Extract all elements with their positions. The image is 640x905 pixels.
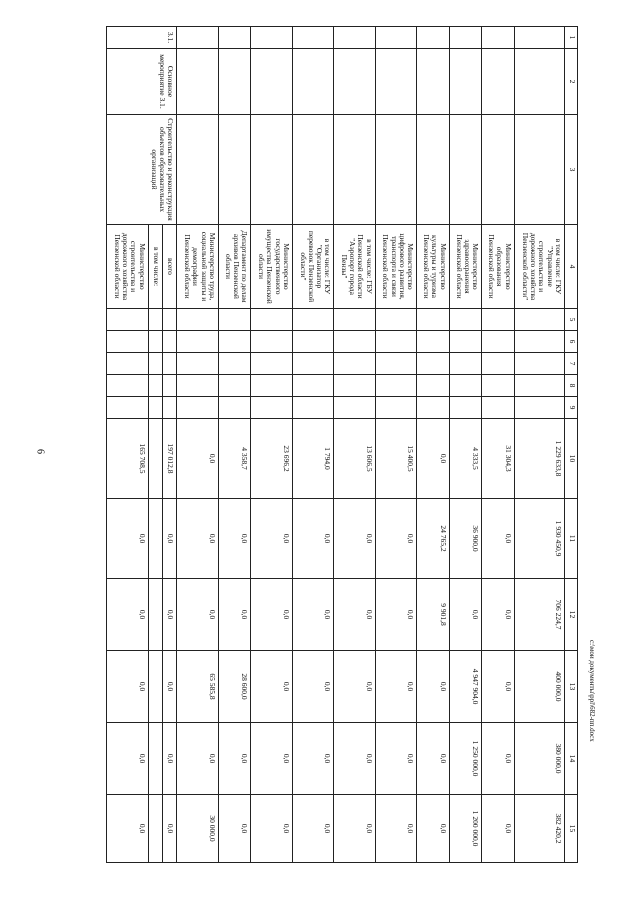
cell-empty	[107, 397, 149, 419]
col-header: 4	[565, 225, 578, 309]
cell-c14: 0,0	[218, 723, 250, 795]
cell-c1	[449, 27, 481, 49]
cell-c4: в том числе: ГКУ "Управление строительства и дорожного хозяйства Пензенской области"	[514, 225, 564, 309]
cell-c11: 0,0	[375, 499, 416, 579]
cell-empty	[251, 397, 292, 419]
cell-c4: Министерство образования Пензенской области	[482, 225, 514, 309]
cell-empty	[449, 309, 481, 331]
cell-empty	[449, 331, 481, 353]
cell-empty	[292, 375, 333, 397]
cell-empty	[334, 353, 375, 375]
col-header: 12	[565, 579, 578, 651]
cell-empty	[218, 397, 250, 419]
col-header: 7	[565, 353, 578, 375]
cell-c14: 0,0	[251, 723, 292, 795]
cell-c4: в том числе: ГБУ Пензенской области "Аэропорт города Пензы"	[334, 225, 375, 309]
cell-c10: 1 794,0	[292, 419, 333, 499]
cell-c15: 382 420,2	[514, 795, 564, 863]
cell-empty	[375, 397, 416, 419]
table-row	[251, 27, 292, 863]
col-header: 8	[565, 375, 578, 397]
cell-c15: 0,0	[163, 795, 177, 863]
cell-c13: 28 600,0	[218, 651, 250, 723]
cell-c14: 0,0	[107, 723, 149, 795]
cell-c11	[148, 499, 162, 579]
cell-c12: 9 901,8	[417, 579, 449, 651]
cell-empty	[251, 375, 292, 397]
cell-empty	[251, 353, 292, 375]
cell-c12	[148, 579, 162, 651]
cell-empty	[107, 353, 149, 375]
cell-c14: 0,0	[482, 723, 514, 795]
cell-empty	[163, 375, 177, 397]
cell-c13: 0,0	[251, 651, 292, 723]
cell-c15	[148, 795, 162, 863]
cell-c4: Министерство труда, социальной защиты и демографии Пензенской области	[177, 225, 218, 309]
cell-empty	[163, 353, 177, 375]
cell-c2	[334, 49, 375, 115]
table-row	[375, 27, 416, 863]
cell-empty	[163, 309, 177, 331]
cell-c10: 31 304,3	[482, 419, 514, 499]
cell-empty	[334, 397, 375, 419]
cell-c10: 4 358,7	[218, 419, 250, 499]
cell-c2	[417, 49, 449, 115]
cell-empty	[148, 375, 162, 397]
cell-empty	[107, 331, 149, 353]
cell-empty	[514, 397, 564, 419]
cell-c4: Министерство строительства и дорожного хозяйства Пензенской области	[107, 225, 149, 309]
cell-empty	[482, 375, 514, 397]
cell-empty	[107, 375, 149, 397]
cell-c4: Министерство цифрового развития, транспорта и связи Пензенской области	[375, 225, 416, 309]
cell-c15: 1 200 000,0	[449, 795, 481, 863]
cell-c13: 65 585,8	[177, 651, 218, 723]
cell-c3	[514, 115, 564, 225]
cell-empty	[292, 353, 333, 375]
cell-c15: 30 000,0	[177, 795, 218, 863]
cell-empty	[148, 331, 162, 353]
cell-empty	[334, 309, 375, 331]
cell-c10: 13 606,5	[334, 419, 375, 499]
cell-c13: 0,0	[163, 651, 177, 723]
cell-c2	[218, 49, 250, 115]
cell-c3	[251, 115, 292, 225]
cell-c12: 0,0	[482, 579, 514, 651]
cell-c10: 15 400,5	[375, 419, 416, 499]
cell-c12: 0,0	[163, 579, 177, 651]
cell-c14: 0,0	[375, 723, 416, 795]
cell-c11: 1 930 450,9	[514, 499, 564, 579]
table-row	[177, 27, 218, 863]
cell-c11: 0,0	[107, 499, 149, 579]
cell-empty	[417, 397, 449, 419]
table-row	[449, 27, 481, 863]
cell-c12: 0,0	[251, 579, 292, 651]
cell-c1	[292, 27, 333, 49]
cell-c3	[292, 115, 333, 225]
cell-empty	[514, 375, 564, 397]
cell-empty	[375, 331, 416, 353]
cell-c14: 0,0	[334, 723, 375, 795]
cell-empty	[177, 353, 218, 375]
cell-c3: Строительство и реконструкция объектов образовательных организаций	[107, 115, 177, 225]
table-row	[218, 27, 250, 863]
cell-c11: 0,0	[482, 499, 514, 579]
cell-c11: 0,0	[177, 499, 218, 579]
page-number: 6	[34, 449, 46, 454]
budget-table	[106, 26, 578, 863]
cell-c12: 0,0	[218, 579, 250, 651]
cell-empty	[482, 353, 514, 375]
cell-c11: 0,0	[163, 499, 177, 579]
cell-c13: 4 947 904,0	[449, 651, 481, 723]
cell-empty	[417, 331, 449, 353]
cell-empty	[292, 397, 333, 419]
cell-c14: 0,0	[177, 723, 218, 795]
table-row	[292, 27, 333, 863]
cell-empty	[375, 375, 416, 397]
cell-empty	[177, 309, 218, 331]
cell-empty	[292, 309, 333, 331]
cell-c4: в том числе:	[148, 225, 162, 309]
cell-empty	[417, 375, 449, 397]
cell-empty	[163, 397, 177, 419]
cell-c3	[334, 115, 375, 225]
cell-empty	[148, 309, 162, 331]
cell-c2: Основное мероприятие 3.1.	[107, 49, 177, 115]
cell-empty	[292, 331, 333, 353]
cell-c1	[177, 27, 218, 49]
cell-c15: 0,0	[334, 795, 375, 863]
cell-empty	[218, 375, 250, 397]
col-header: 9	[565, 397, 578, 419]
header-row	[565, 27, 578, 863]
cell-c1	[482, 27, 514, 49]
table-row	[417, 27, 449, 863]
cell-c1	[417, 27, 449, 49]
cell-empty	[514, 353, 564, 375]
cell-c2	[449, 49, 481, 115]
cell-c15: 0,0	[417, 795, 449, 863]
cell-empty	[417, 353, 449, 375]
cell-c3	[449, 115, 481, 225]
cell-c10: 165 708,5	[107, 419, 149, 499]
cell-empty	[334, 375, 375, 397]
cell-c13: 0,0	[482, 651, 514, 723]
cell-empty	[375, 309, 416, 331]
cell-c1: 3.1.	[107, 27, 177, 49]
cell-c12: 0,0	[449, 579, 481, 651]
cell-c10	[148, 419, 162, 499]
cell-c12: 0,0	[107, 579, 149, 651]
cell-empty	[482, 309, 514, 331]
cell-empty	[375, 353, 416, 375]
cell-c3	[375, 115, 416, 225]
col-header: 1	[565, 27, 578, 49]
cell-c4: Департамент по делам архивов Пензенской области	[218, 225, 250, 309]
cell-c4: Министерство государственного имущества Пензенской области	[251, 225, 292, 309]
cell-c14: 0,0	[163, 723, 177, 795]
cell-empty	[251, 331, 292, 353]
col-header: 11	[565, 499, 578, 579]
col-header: 13	[565, 651, 578, 723]
cell-c1	[375, 27, 416, 49]
cell-empty	[251, 309, 292, 331]
cell-c2	[375, 49, 416, 115]
cell-c14: 0,0	[417, 723, 449, 795]
cell-empty	[177, 397, 218, 419]
cell-c15: 0,0	[482, 795, 514, 863]
cell-c2	[251, 49, 292, 115]
col-header: 2	[565, 49, 578, 115]
cell-c11: 0,0	[292, 499, 333, 579]
cell-empty	[107, 309, 149, 331]
cell-c3	[417, 115, 449, 225]
cell-c2	[482, 49, 514, 115]
col-header: 15	[565, 795, 578, 863]
cell-c10: 23 696,2	[251, 419, 292, 499]
cell-c3	[177, 115, 218, 225]
cell-empty	[218, 331, 250, 353]
col-header: 14	[565, 723, 578, 795]
cell-c13: 0,0	[292, 651, 333, 723]
cell-c2	[292, 49, 333, 115]
table-row	[482, 27, 514, 863]
cell-empty	[163, 331, 177, 353]
cell-c15: 0,0	[292, 795, 333, 863]
cell-c14: 0,0	[292, 723, 333, 795]
rotated-table-container	[106, 26, 578, 862]
cell-c15: 0,0	[375, 795, 416, 863]
cell-c2	[177, 49, 218, 115]
cell-c4: Министерство культуры и туризма Пензенской области	[417, 225, 449, 309]
cell-c13: 0,0	[334, 651, 375, 723]
cell-empty	[218, 309, 250, 331]
cell-c13: 0,0	[417, 651, 449, 723]
cell-c1	[334, 27, 375, 49]
cell-c3	[482, 115, 514, 225]
cell-c10: 197 012,8	[163, 419, 177, 499]
col-header: 6	[565, 331, 578, 353]
cell-c1	[514, 27, 564, 49]
cell-empty	[449, 353, 481, 375]
col-header: 5	[565, 309, 578, 331]
cell-c4: в том числе: ГКУ "Организатор перевозок Пензенской области"	[292, 225, 333, 309]
cell-c13: 0,0	[107, 651, 149, 723]
cell-empty	[218, 353, 250, 375]
cell-c14	[148, 723, 162, 795]
cell-c3	[218, 115, 250, 225]
cell-c1	[218, 27, 250, 49]
cell-c11: 0,0	[334, 499, 375, 579]
cell-c10: 4 333,5	[449, 419, 481, 499]
cell-c13: 400 000,0	[514, 651, 564, 723]
cell-c12: 706 224,7	[514, 579, 564, 651]
cell-c11: 36 900,0	[449, 499, 481, 579]
cell-c10: 1 229 633,8	[514, 419, 564, 499]
cell-c11: 0,0	[218, 499, 250, 579]
table-body	[107, 27, 578, 863]
table-row	[163, 27, 177, 863]
cell-c11: 24 765,2	[417, 499, 449, 579]
cell-c15: 0,0	[251, 795, 292, 863]
col-header: 3	[565, 115, 578, 225]
cell-c12: 0,0	[375, 579, 416, 651]
cell-empty	[449, 397, 481, 419]
cell-empty	[334, 331, 375, 353]
cell-c12: 0,0	[177, 579, 218, 651]
cell-empty	[482, 331, 514, 353]
cell-c13	[148, 651, 162, 723]
cell-c12: 0,0	[334, 579, 375, 651]
cell-c4: Министерство здравоохранения Пензенской области	[449, 225, 481, 309]
cell-empty	[482, 397, 514, 419]
cell-c1	[251, 27, 292, 49]
cell-c2	[514, 49, 564, 115]
cell-c14: 380 000,0	[514, 723, 564, 795]
cell-c15: 0,0	[218, 795, 250, 863]
cell-empty	[148, 397, 162, 419]
cell-c10: 0,0	[177, 419, 218, 499]
table-row	[334, 27, 375, 863]
footer-file-path: c:\мои документы\ppl\682-пп.docx	[588, 640, 596, 742]
cell-c4: всего	[163, 225, 177, 309]
cell-empty	[514, 309, 564, 331]
cell-empty	[148, 353, 162, 375]
cell-empty	[417, 309, 449, 331]
cell-c12: 0,0	[292, 579, 333, 651]
cell-c15: 0,0	[107, 795, 149, 863]
cell-empty	[514, 331, 564, 353]
cell-c14: 1 250 000,0	[449, 723, 481, 795]
cell-empty	[177, 331, 218, 353]
cell-c13: 0,0	[375, 651, 416, 723]
cell-c11: 0,0	[251, 499, 292, 579]
table-row	[514, 27, 564, 863]
cell-empty	[177, 375, 218, 397]
cell-empty	[449, 375, 481, 397]
cell-c10: 0,0	[417, 419, 449, 499]
col-header: 10	[565, 419, 578, 499]
